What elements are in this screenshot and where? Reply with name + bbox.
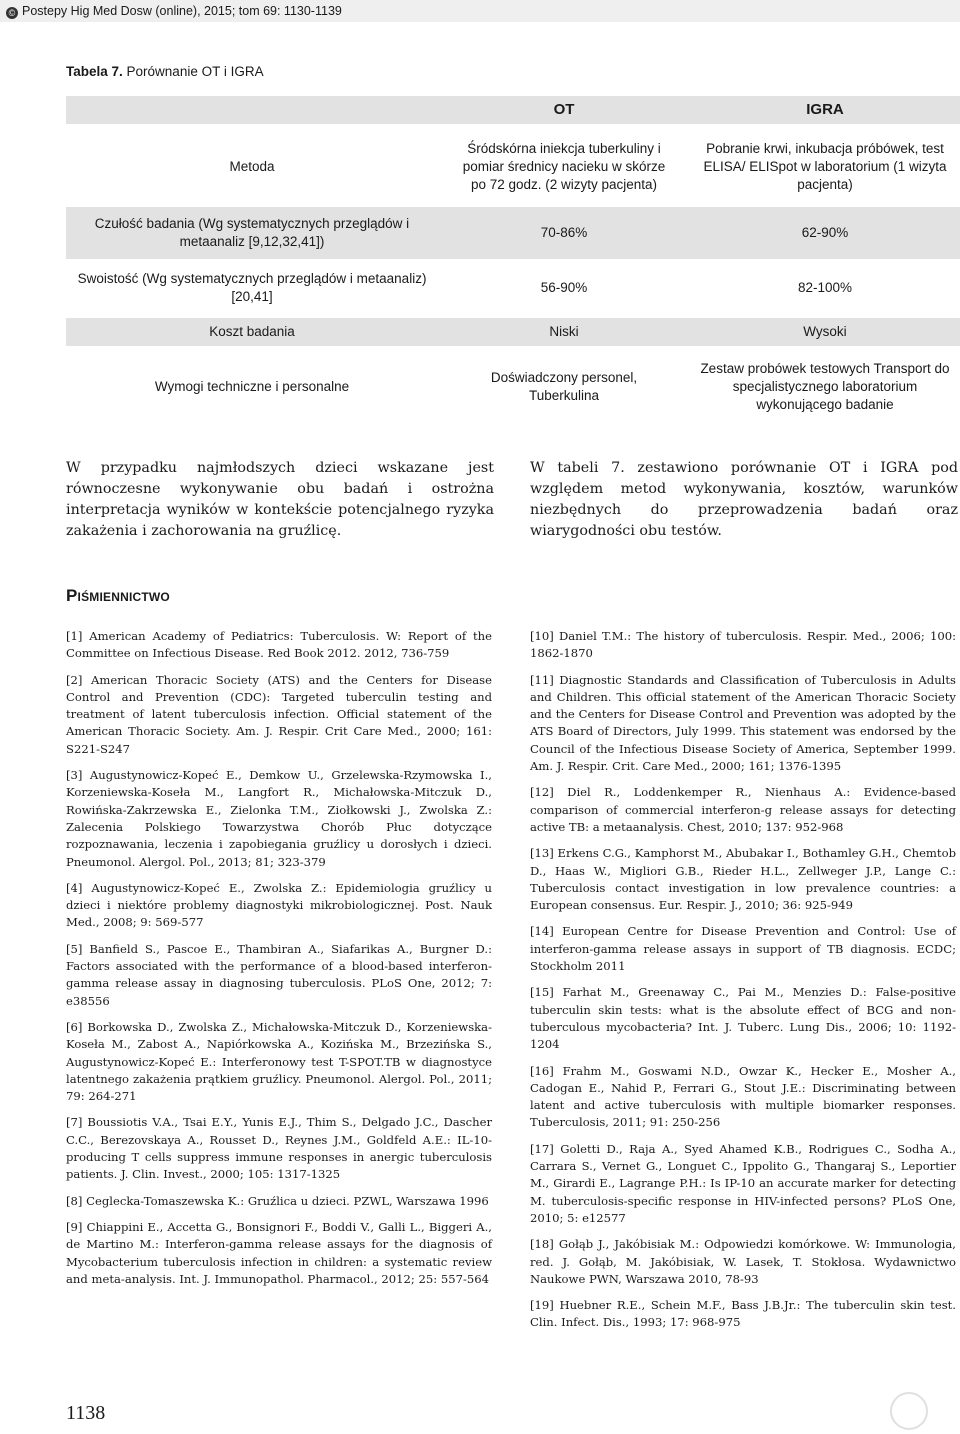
reference-item: [17] Goletti D., Raja A., Syed Ahamed K.B., Rodrigues C., Sodha A., Carrara S., Vernet G., Longuet C., Ippolito G., Thangaraj S., Leportier M., Girardi E., Lagrange P.H.: Is IP-10 an accurate marker for detecting M. tuberculosis-specific response in HIV-infected persons? PLoS One, 2010; 5: e12577 [530,1141,956,1225]
cell-ot: Doświadczony personel, Tuberkulina [490,370,638,403]
reference-item: [7] Boussiotis V.A., Tsai E.Y., Yunis E.J., Thim S., Delgado J.C., Dascher C.C., Berezovskaya A., Rousset D., Reynes J.M., Goldfeld A.E.: IL-10-producing T cells suppress immune responses in anergic tuberculosis patients. J. Clin. Invest., 2000; 105: 1317-1325 [66,1115,492,1182]
row-label: Metoda [229,159,275,174]
reference-item: [12] Diel R., Loddenkemper R., Nienhaus A.: Evidence-based comparison of commercial interferon-g release assays for detecting active TB: a metaanalysis. Chest, 2010; 137: 952-968 [530,785,956,834]
row-label: Koszt badania [209,324,295,339]
cell-igra: 62-90% [801,225,849,240]
row-label: Czułość badania (Wg systematycznych przeglądów i metaanaliz [9,12,32,41]) [94,216,410,249]
table-title [66,64,264,79]
reference-item: [13] Erkens C.G., Kamphorst M., Abubakar I., Bothamley G.H., Chemtob D., Haas W., Migliori G.B., Rieder H.L., Zellweger J.P., Lange C.: Tuberculosis contact investigation in low prevalence countries: a European consensus. Eur. Respir. J., 2010; 36: 925-949 [530,846,956,913]
table-row-koszt [66,318,960,346]
column-header-igra: IGRA [806,101,844,118]
section-title: Piśmiennictwo [66,586,170,605]
reference-item: [19] Huebner R.E., Schein M.F., Bass J.B.Jr.: The tuberculin skin test. Clin. Infect. Dis., 1993; 17: 968-975 [530,1298,956,1330]
references-left-column [66,628,492,1297]
table-header-row [66,96,960,124]
row-label: Wymogi techniczne i personalne [154,379,350,394]
page-number: 1138 [66,1402,106,1424]
reference-item: [11] Diagnostic Standards and Classification of Tuberculosis in Adults and Children. This official statement of the American Thoracic Society and the Centers for Disease Control and Prevention was adopted by the ATS Board of Directors, July 1999. This statement was endorsed by the Council of the Infectious Disease Society of America, September 1999. Am. J. Respir. Crit. Care Med., 2000; 161; 1376-1395 [530,672,956,774]
reference-item: [14] European Centre for Disease Prevention and Control: Use of interferon-gamma release assays in support of TB diagnosis. ECDC; Stockholm 2011 [530,924,956,974]
reference-item: [3] Augustynowicz-Kopeć E., Demkow U., Grzelewska-Rzymowska I., Korzeniewska-Koseła M., Langfort R., Michałowska-Mitczuk D., Rowińska-Zakrzewska E., Zielonka T.M., Ziołkowski J., Zwolska Z.: Zalecenia Polskiego Towarzystwa Chorób Płuc dotyczące rozpoznawania, leczenia i zapobiegania gruźlicy u dorosłych i dzieci. Pneumonol. Alergol. Pol., 2013; 81; 323-379 [66,768,492,869]
reference-item: [1] American Academy of Pediatrics: Tuberculosis. W: Report of the Committee on Infectious Disease. Red Book 2012. 2012, 736-759 [66,629,492,661]
table-label: Tabela 7. [66,64,123,79]
header-text: Postepy Hig Med Dosw (online), 2015; tom 69: 1130-1139 [22,4,342,18]
journal-watermark-icon [890,1392,928,1430]
body-paragraph-right: W tabeli 7. zestawiono porównanie OT i IGRA pod względem metod wykonywania, kosztów, warunków niezbędnych do przeprowadzenia badań oraz wiarygodności obu testów. [530,460,958,539]
reference-item: [4] Augustynowicz-Kopeć E., Zwolska Z.: Epidemiologia gruźlicy u dzieci i niektóre problemy diagnostyki mikrobiologicznej. Post. Nauk Med., 2008; 9: 569-577 [66,880,492,930]
table-row-wymogi [66,352,960,422]
body-paragraph-left: W przypadku najmłodszych dzieci wskazane jest równoczesne wykonywanie obu badań i ostrożna interpretacja wyników w kontekście potencjalnego ryzyka zakażenia i zachorowania na gruźlicę. [66,460,494,539]
cell-ot: Śródskórna iniekcja tuberkuliny i pomiar średnicy nacieku w skórze po 72 godz. (2 wizyty pacjenta) [462,141,666,192]
cell-ot: 56-90% [540,280,588,295]
reference-item: [10] Daniel T.M.: The history of tuberculosis. Respir. Med., 2006; 100: 1862-1870 [530,629,956,661]
reference-item: [6] Borkowska D., Zwolska Z., Michałowska-Mitczuk D., Korzeniewska-Koseła M., Zabost A., Napiórkowska A., Kozińska M., Brzezińska S., Augustynowicz-Kopeć E.: Interferonowy test T-SPOT.TB w diagnostyce latentnego zakażenia prątkiem gruźlicy. Pneumonol. Alergol. Pol., 2011; 79: 264-271 [66,1019,492,1104]
reference-item: [15] Farhat M., Greenaway C., Pai M., Menzies D.: False-positive tuberculin skin tests: what is the absolute effect of BCG and non-tuberculous mycobacteria? Int. J. Tuberc. Lung Dis., 2006; 10: 1192-1204 [530,985,956,1052]
reference-item: [16] Frahm M., Goswami N.D., Owzar K., Hecker E., Mosher A., Cadogan E., Nahid P., Ferrari G., Stout J.E.: Discriminating between latent and active tuberculosis with multiple biomarker responses. Tuberculosis, 2011; 91: 250-256 [530,1063,956,1130]
reference-item: [8] Ceglecka-Tomaszewska K.: Gruźlica u dzieci. PZWL, Warszawa 1996 [66,1193,489,1208]
reference-item: [18] Gołąb J., Jakóbisiak M.: Odpowiedzi komórkowe. W: Immunologia, red. J. Gołąb, M. Jakóbisiak, W. Lasek, T. Stokłosa. Wydawnictwo Naukowe PWN, Warszawa 2010, 78-93 [530,1237,956,1286]
table-row-swoistosc [66,263,960,313]
reference-item: [9] Chiappini E., Accetta G., Bonsignori F., Boddi V., Galli L., Biggeri A., de Martino M.: Interferon-gamma release assays for the diagnosis of Mycobacterium tuberculosis infection in children: a systematic review and meta-analysis. Int. J. Immunopathol. Pharmacol., 2012; 25: 557-564 [66,1219,492,1286]
row-label: Swoistość (Wg systematycznych przeglądów i metaanaliz) [20,41] [77,271,427,304]
column-header-ot: OT [553,101,575,118]
cell-ot: Niski [549,324,579,339]
reference-item: [2] American Thoracic Society (ATS) and the Centers for Disease Control and Prevention (CDC): Targeted tuberculin testing and treatment of latent tuberculosis infection. Official statement of the American Thoracic Society. Am. J. Respir. Crit Care Med., 2000; 161: S221-S247 [66,672,492,756]
table-row-metoda [66,132,960,202]
publisher-logo-icon: © [6,7,18,19]
cell-igra: Wysoki [803,324,847,339]
running-header [0,0,960,22]
cell-igra: Pobranie krwi, inkubacja próbówek, test ELISA/ ELISpot w laboratorium (1 wizyta pacjenta) [703,141,947,192]
cell-igra: Zestaw probówek testowych Transport do specjalistycznego laboratorium wykonującego badanie [700,361,950,412]
table-caption: Porównanie OT i IGRA [122,64,264,79]
cell-igra: 82-100% [797,280,853,295]
cell-ot: 70-86% [540,225,588,240]
reference-item: [5] Banfield S., Pascoe E., Thambiran A., Siafarikas A., Burgner D.: Factors associated with the performance of a blood-based interferon-gamma release assay in diagnosing tuberculosis. PLoS One, 2012; 7: e38556 [66,941,492,1008]
references-right-column [530,628,956,1341]
table-row-czulosc [66,207,960,259]
